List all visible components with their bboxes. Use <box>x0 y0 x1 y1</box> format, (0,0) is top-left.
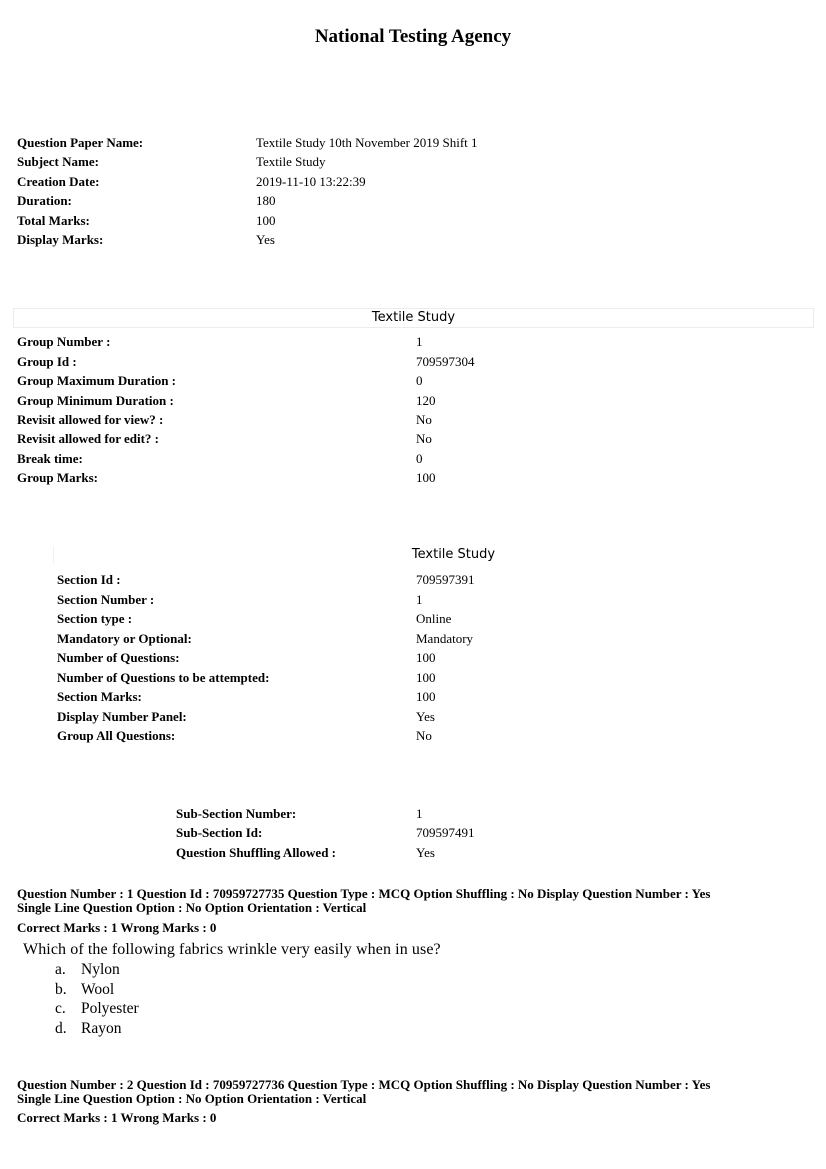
display-number-panel-label: Display Number Panel: <box>57 709 187 724</box>
option-letter: c. <box>55 1000 66 1017</box>
option-text: Wool <box>81 981 115 998</box>
question-marks: Correct Marks : 1 Wrong Marks : 0 <box>17 1110 217 1125</box>
display-number-panel-value: Yes <box>416 709 435 724</box>
creation-date-value: 2019-11-10 13:22:39 <box>256 174 366 189</box>
display-marks-label: Display Marks: <box>17 232 104 247</box>
group-marks-value: 100 <box>416 470 436 485</box>
revisit-edit-label: Revisit allowed for edit? : <box>17 431 160 446</box>
group-all-questions-value: No <box>416 728 432 743</box>
section-number-label: Section Number : <box>57 592 155 607</box>
group-heading-box <box>13 308 814 328</box>
creation-date-label: Creation Date: <box>17 174 100 189</box>
group-heading: Textile Study <box>371 310 456 325</box>
section-heading: Textile Study <box>411 547 496 562</box>
subject-name-label: Subject Name: <box>17 154 99 169</box>
paper-name-label: Question Paper Name: <box>17 135 144 150</box>
option-b <box>55 981 114 999</box>
subsection-number-value: 1 <box>416 806 423 821</box>
subsection-number-label: Sub-Section Number: <box>176 806 297 821</box>
subsection-id-value: 709597491 <box>416 825 475 840</box>
total-marks-label: Total Marks: <box>17 213 90 228</box>
option-d <box>55 1020 121 1038</box>
option-text: Nylon <box>81 961 120 978</box>
group-number-value: 1 <box>416 334 423 349</box>
question-text: Which of the following fabrics wrinkle very easily when in use? <box>23 941 441 958</box>
paper-name-value: Textile Study 10th November 2019 Shift 1 <box>256 135 478 150</box>
group-all-questions-label: Group All Questions: <box>57 728 176 743</box>
section-marks-value: 100 <box>416 689 436 704</box>
break-time-label: Break time: <box>17 451 83 466</box>
mandatory-optional-label: Mandatory or Optional: <box>57 631 192 646</box>
option-text: Rayon <box>81 1020 122 1037</box>
option-letter: d. <box>55 1020 67 1037</box>
section-id-value: 709597391 <box>416 572 475 587</box>
questions-to-attempt-label: Number of Questions to be attempted: <box>57 670 270 685</box>
total-marks-value: 100 <box>256 213 276 228</box>
subsection-id-label: Sub-Section Id: <box>176 825 263 840</box>
number-of-questions-label: Number of Questions: <box>57 650 180 665</box>
questions-to-attempt-value: 100 <box>416 670 436 685</box>
revisit-view-label: Revisit allowed for view? : <box>17 412 164 427</box>
group-number-label: Group Number : <box>17 334 111 349</box>
group-id-value: 709597304 <box>416 354 475 369</box>
group-id-label: Group Id : <box>17 354 77 369</box>
option-letter: a. <box>55 961 66 978</box>
question-meta-line2: Single Line Question Option : No Option Orientation : Vertical <box>17 1091 367 1106</box>
question-marks: Correct Marks : 1 Wrong Marks : 0 <box>17 920 217 935</box>
duration-value: 180 <box>256 193 276 208</box>
display-marks-value: Yes <box>256 232 275 247</box>
section-number-value: 1 <box>416 592 423 607</box>
section-marks-label: Section Marks: <box>57 689 142 704</box>
question-shuffling-label: Question Shuffling Allowed : <box>176 845 337 860</box>
mandatory-optional-value: Mandatory <box>416 631 474 646</box>
break-time-value: 0 <box>416 451 423 466</box>
subject-name-value: Textile Study <box>256 154 326 169</box>
section-type-value: Online <box>416 611 452 626</box>
section-type-label: Section type : <box>57 611 133 626</box>
group-marks-label: Group Marks: <box>17 470 99 485</box>
group-max-duration-label: Group Maximum Duration : <box>17 373 177 388</box>
question-meta-line1: Question Number : 2 Question Id : 70959727736 Question Type : MCQ Option Shuffling : No Display Question Number : Yes <box>17 1077 711 1092</box>
page-title: National Testing Agency <box>314 26 512 47</box>
group-min-duration-value: 120 <box>416 393 436 408</box>
duration-label: Duration: <box>17 193 72 208</box>
section-id-label: Section Id : <box>57 572 121 587</box>
question-shuffling-value: Yes <box>416 845 435 860</box>
revisit-edit-value: No <box>416 431 432 446</box>
question-meta-line1: Question Number : 1 Question Id : 70959727735 Question Type : MCQ Option Shuffling : No Display Question Number : Yes <box>17 886 711 901</box>
option-text: Polyester <box>81 1000 139 1017</box>
option-letter: b. <box>55 981 67 998</box>
option-a <box>55 961 120 979</box>
number-of-questions-value: 100 <box>416 650 436 665</box>
group-min-duration-label: Group Minimum Duration : <box>17 393 174 408</box>
question-meta-line2: Single Line Question Option : No Option Orientation : Vertical <box>17 900 367 915</box>
revisit-view-value: No <box>416 412 432 427</box>
group-max-duration-value: 0 <box>416 373 423 388</box>
section-heading-box <box>53 546 826 564</box>
option-c <box>55 1000 139 1018</box>
